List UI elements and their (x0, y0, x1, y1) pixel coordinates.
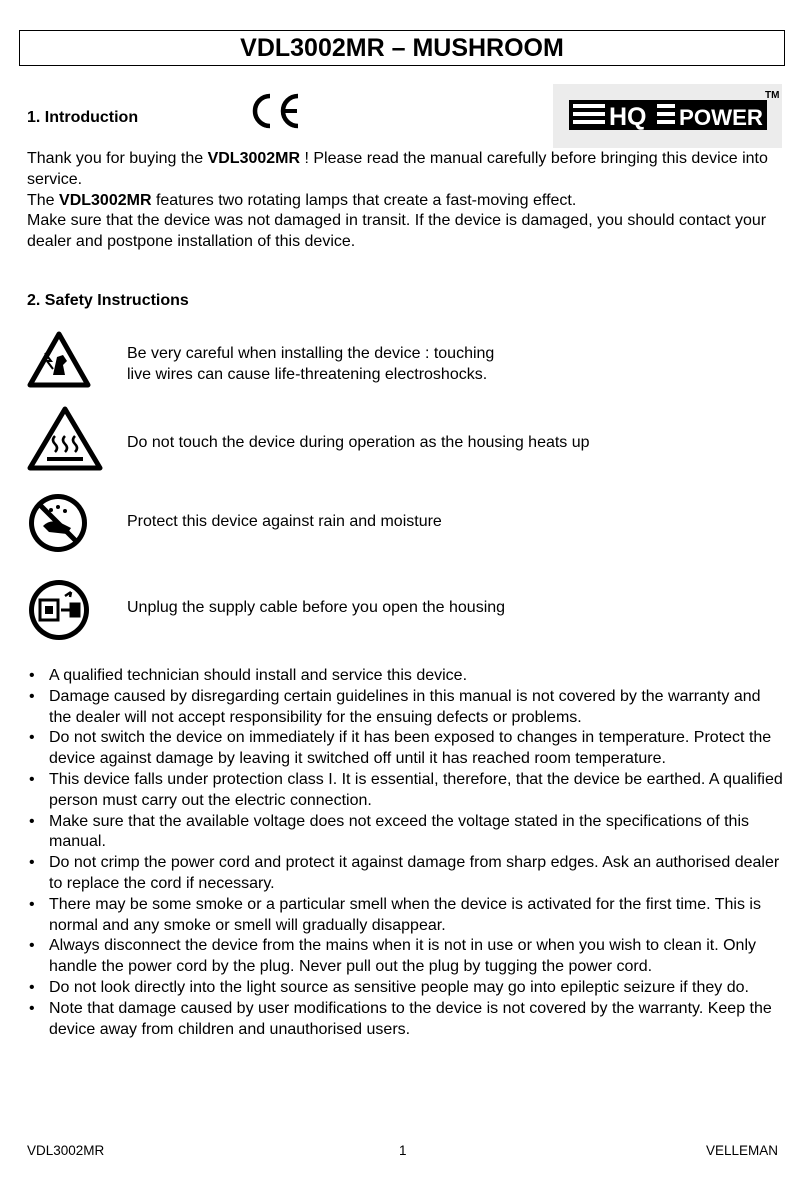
intro-paragraph-2: The VDL3002MR features two rotating lamps that create a fast-moving effect. (27, 191, 577, 209)
section-heading-safety: 2. Safety Instructions (27, 292, 189, 309)
page-title: VDL3002MR – MUSHROOM (19, 30, 785, 66)
list-item: • A qualified technician should install and service this device. (27, 666, 787, 687)
safety-warning-electric-shock (27, 331, 787, 401)
unplug-before-opening-icon (27, 578, 91, 642)
svg-text:TM: TM (765, 90, 780, 101)
footer-brand: VELLEMAN (705, 1143, 778, 1158)
list-item: • Do not switch the device on immediately if it has been exposed to changes in temperature. Protect the device against damage by leaving it switched off until it has reached room temperature. (27, 728, 787, 770)
section-heading-introduction: 1. Introduction (27, 109, 139, 126)
ce-mark-logo (248, 91, 304, 131)
safety-warning-unplug (27, 578, 787, 648)
warning-text-rain-moisture: Protect this device against rain and moisture (127, 513, 442, 530)
list-item: • Damage caused by disregarding certain guidelines in this manual is not covered by the warranty and the dealer will not accept responsibility for the ensuing defects or problems. (27, 687, 787, 729)
safety-bullet-list (27, 666, 787, 1040)
hq-power-logo (553, 84, 782, 148)
warning-text-electric-shock: Be very careful when installing the device : touching live wires can cause life-threatening electroshocks. (127, 345, 495, 383)
list-item: • There may be some smoke or a particular smell when the device is activated for the first time. This is normal and any smoke or smell will gradually disappear. (27, 895, 787, 937)
hot-surface-warning-icon (27, 406, 103, 472)
footer-page-number: 1 (399, 1143, 407, 1158)
svg-text:HQ: HQ (609, 103, 647, 131)
safety-warning-rain-moisture (27, 492, 787, 562)
electric-shock-warning-icon (27, 331, 91, 389)
list-item: • This device falls under protection class I. It is essential, therefore, that the device be earthed. A qualified person must carry out the electric connection. (27, 770, 787, 812)
warning-text-unplug: Unplug the supply cable before you open the housing (127, 599, 506, 616)
list-item: • Note that damage caused by user modifications to the device is not covered by the warranty. Keep the device away from children and unauthorised users. (27, 999, 787, 1041)
svg-text:POWER: POWER (679, 105, 764, 130)
list-item: • Do not look directly into the light source as sensitive people may go into epileptic seizure if they do. (27, 978, 787, 999)
rain-moisture-protection-icon (27, 492, 89, 554)
intro-paragraph-3: Make sure that the device was not damaged in transit. If the device is damaged, you should contact your dealer and postpone installation of this device. (27, 212, 767, 251)
warning-text-hot-surface: Do not touch the device during operation as the housing heats up (127, 434, 590, 451)
list-item: • Always disconnect the device from the mains when it is not in use or when you wish to clean it. Only handle the power cord by the plug. Never pull out the plug by tugging the power cord. (27, 936, 787, 978)
list-item: • Make sure that the available voltage does not exceed the voltage stated in the specifications of this manual. (27, 812, 787, 854)
list-item: • Do not crimp the power cord and protect it against damage from sharp edges. Ask an authorised dealer to replace the cord if necessary. (27, 853, 787, 895)
intro-paragraph-1: Thank you for buying the VDL3002MR ! Please read the manual carefully before bringing this device into service. (27, 150, 768, 188)
footer-model: VDL3002MR (27, 1143, 105, 1158)
introduction-text (27, 149, 787, 253)
safety-warning-hot-surface (27, 406, 787, 476)
